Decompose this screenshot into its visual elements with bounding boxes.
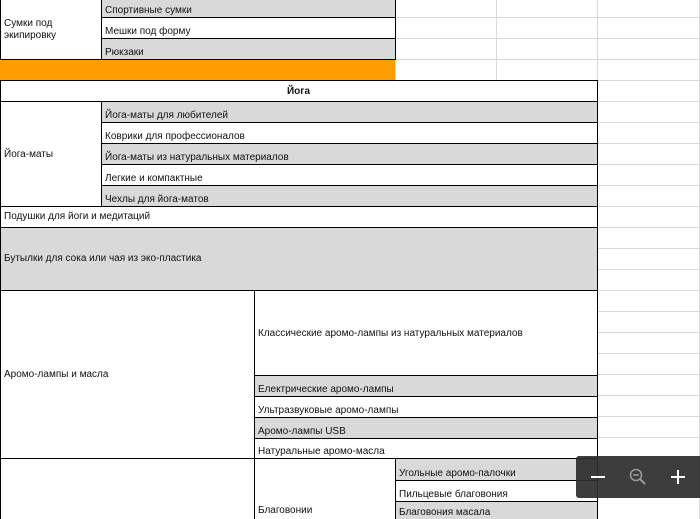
border-line xyxy=(101,185,598,186)
grid-line xyxy=(597,290,700,291)
grid-line xyxy=(597,185,700,186)
minus-icon xyxy=(588,467,608,487)
orange-separator-row xyxy=(0,59,395,80)
grid-line xyxy=(597,374,700,375)
category-cell-bottles[interactable]: Бутылки для сока или чая из эко-пластика xyxy=(0,227,597,290)
item-cell[interactable]: Йога-маты для любителей xyxy=(101,102,597,122)
border-line xyxy=(101,164,598,165)
border-line xyxy=(254,417,598,418)
border-line xyxy=(0,458,598,459)
item-cell[interactable]: Аромо-лампы USB xyxy=(254,417,597,438)
border-line xyxy=(0,101,598,102)
grid-line xyxy=(395,59,700,60)
item-cell[interactable]: Ультразвуковые аромо-лампы xyxy=(254,396,597,417)
category-cell-aroma[interactable]: Аромо-лампы и масла xyxy=(0,291,254,458)
border-line xyxy=(101,38,396,39)
grid-line xyxy=(597,164,700,165)
grid-line xyxy=(597,395,700,396)
border-line xyxy=(0,59,396,60)
item-cell[interactable]: Классические аромо-лампы из натуральных материалов xyxy=(254,291,597,375)
border-line xyxy=(0,206,598,207)
border-line xyxy=(101,17,396,18)
grid-line xyxy=(395,17,700,18)
border-line xyxy=(597,80,598,519)
item-cell[interactable]: Спортивные сумки xyxy=(101,0,395,17)
plus-icon xyxy=(668,467,688,487)
grid-line xyxy=(597,143,700,144)
item-cell[interactable]: Пильцевые благовония xyxy=(395,480,597,501)
border-line xyxy=(0,0,1,59)
grid-line xyxy=(597,248,700,249)
grid-line xyxy=(597,122,700,123)
border-line xyxy=(395,458,396,519)
border-line xyxy=(101,0,102,59)
item-cell[interactable]: Електрические аромо-лампы xyxy=(254,375,597,396)
border-line xyxy=(0,290,598,291)
border-line xyxy=(101,122,598,123)
grid-line xyxy=(597,332,700,333)
zoom-out-button[interactable] xyxy=(578,456,618,498)
border-line xyxy=(101,143,598,144)
grid-line xyxy=(597,206,700,207)
category-cell-bags[interactable]: Сумки под экипировку xyxy=(0,0,101,59)
grid-line xyxy=(597,101,700,102)
grid-line xyxy=(597,416,700,417)
border-line xyxy=(0,80,598,81)
border-line xyxy=(254,438,598,439)
grid-line xyxy=(597,353,700,354)
section-header-yoga[interactable]: Йога xyxy=(0,81,597,102)
border-line xyxy=(254,290,255,519)
border-line xyxy=(254,396,598,397)
item-cell[interactable]: Йога-маты из натуральных материалов xyxy=(101,143,597,164)
border-line xyxy=(254,375,598,376)
zoom-reset-button[interactable] xyxy=(618,456,658,498)
category-cell-incense[interactable]: Благовонии xyxy=(254,459,395,519)
grid-line xyxy=(597,227,700,228)
item-cell[interactable]: Натуральные аромо-масла xyxy=(254,438,597,458)
border-line xyxy=(0,80,1,519)
category-cell-empty[interactable] xyxy=(0,459,254,519)
border-line xyxy=(0,227,598,228)
grid-line xyxy=(395,38,700,39)
item-cell[interactable]: Рюкзаки xyxy=(101,38,395,59)
border-line xyxy=(395,480,598,481)
border-line xyxy=(395,0,396,59)
border-line xyxy=(101,101,102,206)
category-cell-cushions[interactable]: Подушки для йоги и медитаций xyxy=(0,206,597,227)
item-cell[interactable]: Благовония масала xyxy=(395,501,597,519)
item-cell[interactable]: Чехлы для йога-матов xyxy=(101,185,597,206)
grid-line xyxy=(597,437,700,438)
category-cell-yoga-mats[interactable]: Йога-маты xyxy=(0,102,101,206)
border-line xyxy=(395,501,598,502)
zoom-control-panel xyxy=(576,456,700,498)
magnifier-minus-icon xyxy=(628,467,648,487)
zoom-in-button[interactable] xyxy=(658,456,698,498)
item-cell[interactable]: Угольные аромо-палочки xyxy=(395,459,597,480)
grid-line xyxy=(597,269,700,270)
grid-line xyxy=(597,311,700,312)
item-cell[interactable]: Мешки под форму xyxy=(101,17,395,38)
item-cell[interactable]: Легкие и компактные xyxy=(101,164,597,185)
item-cell[interactable]: Коврики для профессионалов xyxy=(101,122,597,143)
